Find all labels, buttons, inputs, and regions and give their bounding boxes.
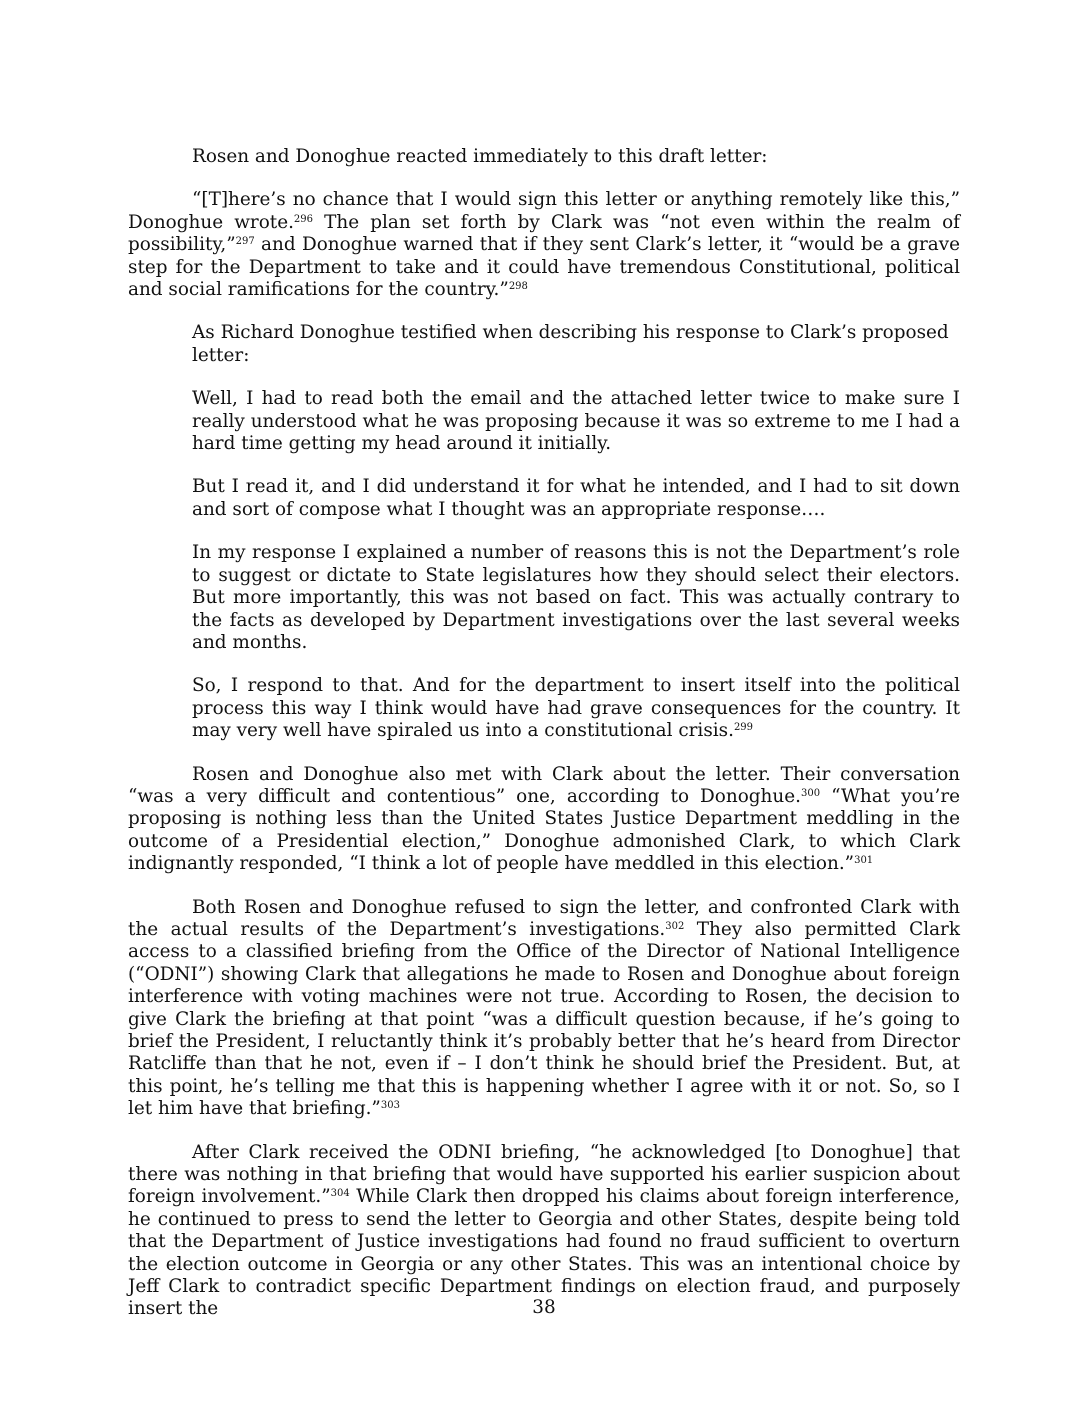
paragraph-meeting bbox=[128, 764, 960, 876]
text-run: After Clark received the ODNI briefing, “he acknowledged [to Donoghue] that there was nothing in that briefing that would have supported his earlier suspicion about foreign involvement.” bbox=[128, 1141, 960, 1208]
footnote-ref-297[interactable]: 297 bbox=[235, 236, 255, 248]
block-quote-2: But I read it, and I did understand it for what he intended, and I had to sit down and sort of compose what I thought was an appropriate response…. bbox=[192, 476, 960, 520]
text-run: and Donoghue warned that if they sent Clark’s letter, it “would be a grave step for the Department to take and it could have tremendous Constitutional, political and social ramifications for the country.” bbox=[128, 234, 960, 301]
block-quote-1: Well, I had to read both the email and the attached letter twice to make sure I really understood what he was proposing because it was so extreme to me I had a hard time getting my head around it initially. bbox=[192, 388, 960, 455]
text-run: So, I respond to that. And for the department to insert itself into the political process this way I think would have had grave consequences for the country. It may very well have spiraled us into a constitutional crisis. bbox=[192, 675, 960, 742]
footnote-ref-300[interactable]: 300 bbox=[800, 787, 821, 799]
paragraph-refused bbox=[128, 897, 960, 1121]
paragraph-odni-briefing bbox=[128, 1142, 960, 1321]
text-run: The plan set forth by Clark was “not even within the realm of possibility,” bbox=[128, 211, 960, 256]
footnote-ref-304[interactable]: 304 bbox=[330, 1188, 350, 1200]
footnote-ref-301[interactable]: 301 bbox=[854, 855, 874, 867]
footnote-ref-296[interactable]: 296 bbox=[293, 213, 314, 225]
text-run: Both Rosen and Donoghue refused to sign the letter, and confronted Clark with the actual results of the Department’s investigations. bbox=[128, 896, 960, 940]
footnote-ref-298[interactable]: 298 bbox=[508, 281, 528, 293]
text-run: “What you’re proposing is nothing less than the United States Justice Department meddling in the outcome of a Presidential election,” Donoghue admonished Clark, to which Clark indignantly responded, “I think a lot of people have meddled in this election.” bbox=[128, 785, 960, 875]
footnote-ref-299[interactable]: 299 bbox=[733, 722, 754, 734]
text-run: They also permitted Clark access to a classified briefing from the Office of the Director of National Intelligence (“ODNI”) showing Clark that allegations he made to Rosen and Donoghue about foreign interference with voting machines were not true. According to Rosen, the decision to give Clark the briefing at that point “was a difficult question because, if he’s going to brief the President, I reluctantly think it’s probably better that he’s heard from Director Ratcliffe than that he not, even if – I don’t think he should brief the President. But, at this point, he’s telling me that this is happening whether I agree with it or not. So, so I let him have that briefing.” bbox=[128, 918, 960, 1120]
text-run: “[T]here’s no chance that I would sign this letter or anything remotely like this,” Donoghue wrote. bbox=[128, 189, 960, 233]
block-quote-4 bbox=[128, 675, 960, 742]
paragraph-testimony-intro: As Richard Donoghue testified when describing his response to Clark’s proposed letter: bbox=[192, 322, 949, 366]
page-body bbox=[128, 146, 960, 1342]
footnote-ref-302[interactable]: 302 bbox=[665, 920, 685, 932]
text-run: Rosen and Donoghue also met with Clark about the letter. Their conversation “was a very difficult and contentious” one, according to Donoghue. bbox=[128, 763, 960, 807]
paragraph-donoghue-wrote bbox=[128, 189, 960, 301]
paragraph-intro: Rosen and Donoghue reacted immediately to this draft letter: bbox=[192, 146, 768, 167]
footnote-ref-303[interactable]: 303 bbox=[380, 1100, 400, 1112]
page-number: 38 bbox=[532, 1297, 556, 1318]
block-quote-3: In my response I explained a number of reasons this is not the Department’s role to suggest or dictate to State legislatures how they should select their electors. But more importantly, this was not based on fact. This was actually contrary to the facts as developed by Department investigations over the last several weeks and months. bbox=[192, 542, 960, 653]
text-run: While Clark then dropped his claims about foreign interference, he continued to press to send the letter to Georgia and other States, despite being told that the Department of Justice investigations had found no fraud sufficient to overturn the election outcome in Georgia or any other States. This was an intentional choice by Jeff Clark to contradict specific Department findings on election fraud, and purposely insert the bbox=[128, 1186, 961, 1320]
